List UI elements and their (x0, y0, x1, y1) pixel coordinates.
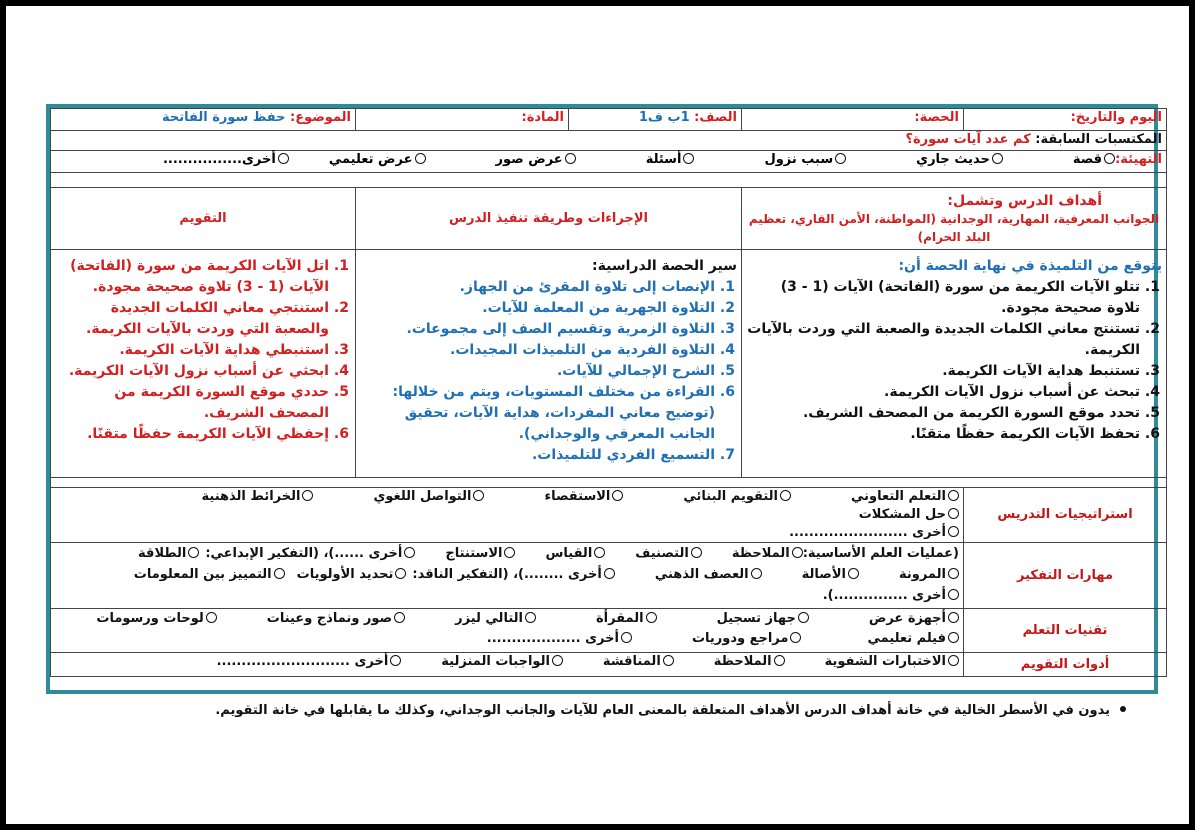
evaluation-item: 3. استنبطي هداية الآيات الكريمة. (55, 340, 329, 361)
goals-cell (742, 250, 1167, 478)
technique-option[interactable]: أجهزة عرض (869, 611, 959, 626)
radio-icon (394, 612, 405, 623)
radio-icon (552, 655, 563, 666)
procedure-item: 3. التلاوة الزمرية وتقسيم الصف إلى مجموعات. (360, 319, 715, 340)
evaluation-item: 4. ابحثي عن أسباب نزول الآيات الكريمة. (55, 361, 329, 382)
subject-label: المادة: (521, 110, 564, 125)
goals-subtitle: الجوانب المعرفية، المهارية، الوجدانية (المواطنة، الأمن القاري، تعظيم البلد الحرام) (748, 211, 1160, 244)
radio-icon (565, 153, 576, 164)
procedure-item: 5. الشرح الإجمالي للآيات. (360, 361, 715, 382)
radio-icon (395, 568, 406, 579)
radio-icon (646, 612, 657, 623)
radio-icon (594, 547, 605, 558)
thinking-option[interactable]: التمييز بين المعلومات (134, 567, 285, 582)
radio-icon (948, 589, 959, 600)
strategy-option[interactable]: حل المشكلات (859, 507, 959, 522)
thinking-option[interactable]: المرونة (899, 567, 959, 582)
radio-icon (948, 655, 959, 666)
radio-icon (790, 632, 801, 643)
evaluation-item: 2. استنتجي معاني الكلمات الجديدة والصعبة التي وردت بالآيات الكريمة. (55, 298, 329, 340)
radio-icon (404, 547, 415, 558)
goal-item: 5. تحدد موقع السورة الكريمة من المصحف الشريف. (746, 403, 1140, 424)
evaluation-cell (51, 250, 356, 478)
thinking-option[interactable]: القياس (545, 546, 605, 561)
radio-icon (792, 547, 803, 558)
technique-option[interactable]: صور ونماذج وعينات (267, 611, 405, 626)
techniques-cell (51, 609, 964, 653)
evaluation-list (55, 256, 351, 445)
footnote (206, 703, 1126, 718)
evaluation-header: التقويم (51, 188, 356, 250)
radio-icon (774, 655, 785, 666)
assessment-option[interactable]: الواجبات المنزلية (441, 654, 563, 669)
intro-label: التهيئة: (1115, 152, 1162, 167)
topic-label: الموضوع: (290, 110, 351, 125)
evaluation-item: 5. حددي موقع السورة الكريمة من المصحف الشريف. (55, 382, 329, 424)
procedures-intro: سير الحصة الدراسية: (592, 258, 737, 274)
goals-intro: يتوقع من التلميذة في نهاية الحصة أن: (898, 258, 1162, 274)
procedure-item: 4. التلاوة الفردية من التلميذات المجيدات. (360, 340, 715, 361)
lesson-plan-sheet (46, 104, 1162, 694)
thinking-prefix: (عمليات العلم الأساسية: (802, 546, 959, 561)
radio-icon (948, 612, 959, 623)
radio-icon (504, 547, 515, 558)
radio-icon (390, 655, 401, 666)
procedure-item: 6. القراءة من مختلف المستويات، ويتم من خلالها: (توضيح معاني المفردات، هداية الآيات، تحقيق الجانب المعرفي والوجداني). (360, 382, 715, 445)
thinking-option[interactable]: أخرى ........)، (التفكير الناقد: (412, 567, 614, 582)
date-cell (964, 109, 1167, 131)
thinking-label: مهارات التفكير (964, 543, 1167, 609)
thinking-option[interactable]: الاستنتاج (445, 546, 515, 561)
thinking-cell (51, 543, 964, 609)
thinking-option[interactable]: تحديد الأولويات (297, 567, 407, 582)
procedure-item: 7. التسميع الفردي للتلميذات. (360, 445, 715, 466)
technique-option[interactable]: مراجع ودوريات (692, 631, 802, 646)
assessment-option[interactable]: الملاحظة (714, 654, 785, 669)
goal-item: 6. تحفظ الآيات الكريمة حفظًا متقنًا. (746, 424, 1140, 445)
goals-list (746, 277, 1162, 445)
radio-icon (780, 490, 791, 501)
strategies-label: استراتيجيات التدريس (964, 488, 1167, 543)
radio-icon (835, 153, 846, 164)
strategy-option[interactable]: التعلم التعاوني (851, 489, 959, 504)
goals-title: أهداف الدرس وتشمل: (947, 192, 1102, 209)
evaluation-item: 1. اتل الآيات الكريمة من سورة (الفاتحة) الآيات (1 - 3) تلاوة صحيحة مجودة. (55, 256, 329, 298)
procedure-item: 2. التلاوة الجهرية من المعلمة للآيات. (360, 298, 715, 319)
thinking-option-other[interactable]: أخرى ...............). (823, 588, 959, 603)
footnote-text: يدون في الأسطر الخالية في خانة أهداف الدرس الأهداف المتعلقة بالمعنى العام للآيات والجانب الوجداني، وكذلك ما يقابلها في خانة التقويم. (215, 703, 1110, 718)
thinking-option[interactable]: الأصالة (802, 567, 859, 582)
prior-value: كم عدد آيات سورة؟ (905, 132, 1031, 147)
radio-icon (751, 568, 762, 579)
radio-icon (621, 632, 632, 643)
class-value: 1ب ف1 (638, 110, 690, 125)
radio-icon (663, 655, 674, 666)
technique-option[interactable]: فيلم تعليمي (867, 631, 959, 646)
technique-option[interactable]: التالي ليزر (455, 611, 536, 626)
prior-knowledge-row (51, 131, 1167, 151)
goal-item: 4. تبحث عن أسباب نزول الآيات الكريمة. (746, 382, 1140, 403)
radio-icon (188, 547, 199, 558)
procedures-header: الإجراءات وطريقة تنفيذ الدرس (356, 188, 742, 250)
radio-icon (1104, 153, 1115, 164)
strategy-option[interactable]: التقويم البنائي (683, 489, 791, 504)
procedures-cell (356, 250, 742, 478)
radio-icon (278, 153, 289, 164)
spacer-row (51, 173, 1167, 188)
period-label: الحصة: (914, 110, 959, 125)
assessment-cell (51, 653, 964, 677)
intro-row (51, 151, 1167, 173)
thinking-option[interactable]: التصنيف (635, 546, 702, 561)
subject-cell (356, 109, 569, 131)
radio-icon (691, 547, 702, 558)
intro-option-story[interactable]: قصة (1073, 152, 1115, 167)
class-cell (569, 109, 742, 131)
strategy-option[interactable]: الاستقصاء (544, 489, 623, 504)
radio-icon (206, 612, 217, 623)
goals-header (742, 188, 1167, 250)
intro-option-other[interactable]: أخرى................ (163, 152, 289, 167)
period-cell (742, 109, 964, 131)
assessment-option[interactable]: الاختبارات الشفوية (825, 654, 959, 669)
goal-item: 1. تتلو الآيات الكريمة من سورة (الفاتحة) الآيات (1 - 3) تلاوة صحيحة مجودة. (746, 277, 1140, 319)
radio-icon (604, 568, 615, 579)
radio-icon (992, 153, 1003, 164)
strategy-option[interactable]: التواصل اللغوي (373, 489, 484, 504)
technique-option[interactable]: أخرى ................... (487, 631, 632, 646)
radio-icon (274, 568, 285, 579)
goal-item: 3. تستنبط هداية الآيات الكريمة. (746, 361, 1140, 382)
radio-icon (948, 490, 959, 501)
radio-icon (948, 508, 959, 519)
radio-icon (302, 490, 313, 501)
assessment-option[interactable]: المناقشة (603, 654, 674, 669)
thinking-option[interactable]: الملاحظة (732, 546, 803, 561)
thinking-option[interactable]: أخرى ......)، (التفكير الإبداعي: (205, 546, 415, 561)
radio-icon (612, 490, 623, 501)
procedures-list (360, 277, 737, 466)
thinking-option[interactable]: الطلاقة (138, 546, 199, 561)
class-label: الصف: (694, 110, 737, 125)
topic-cell (51, 109, 356, 131)
radio-icon (415, 153, 426, 164)
evaluation-item: 6. إحفظي الآيات الكريمة حفظًا متقنًا. (55, 424, 329, 445)
radio-icon (683, 153, 694, 164)
intro-option-talk[interactable]: حديث جاري (916, 152, 1003, 167)
page (6, 6, 1189, 824)
radio-icon (948, 568, 959, 579)
radio-icon (473, 490, 484, 501)
intro-option-images[interactable]: عرض صور (496, 152, 576, 167)
strategies-cell (51, 488, 964, 543)
thinking-option[interactable]: العصف الذهني (655, 567, 762, 582)
radio-icon (948, 526, 959, 537)
strategy-option[interactable]: الخرائط الذهنية (202, 489, 314, 504)
intro-option-video[interactable]: عرض تعليمي (329, 152, 426, 167)
procedure-item: 1. الإنصات إلى تلاوة المقرئ من الجهاز. (360, 277, 715, 298)
strategy-option-other[interactable]: أخرى ........................ (789, 525, 959, 540)
intro-option-questions[interactable]: أسئلة (646, 152, 695, 167)
radio-icon (848, 568, 859, 579)
technique-option[interactable]: المقرأة (596, 611, 657, 626)
prior-label: المكتسبات السابقة: (1035, 132, 1162, 147)
intro-option-reason[interactable]: سبب نزول (764, 152, 846, 167)
radio-icon (525, 612, 536, 623)
assessment-label: أدوات التقويم (964, 653, 1167, 677)
technique-option[interactable]: جهاز تسجيل (717, 611, 809, 626)
radio-icon (798, 612, 809, 623)
techniques-label: تقنيات التعلم (964, 609, 1167, 653)
radio-icon (948, 632, 959, 643)
lesson-plan-table (50, 108, 1167, 677)
spacer-row (51, 478, 1167, 488)
goal-item: 2. تستنتج معاني الكلمات الجديدة والصعبة التي وردت بالآيات الكريمة. (746, 319, 1140, 361)
date-label: اليوم والتاريخ: (1070, 110, 1162, 125)
technique-option[interactable]: لوحات ورسومات (96, 611, 216, 626)
topic-value: حفظ سورة الفاتحة (161, 110, 286, 125)
assessment-option[interactable]: أخرى ........................... (217, 654, 402, 669)
bullet-icon (1120, 706, 1126, 712)
